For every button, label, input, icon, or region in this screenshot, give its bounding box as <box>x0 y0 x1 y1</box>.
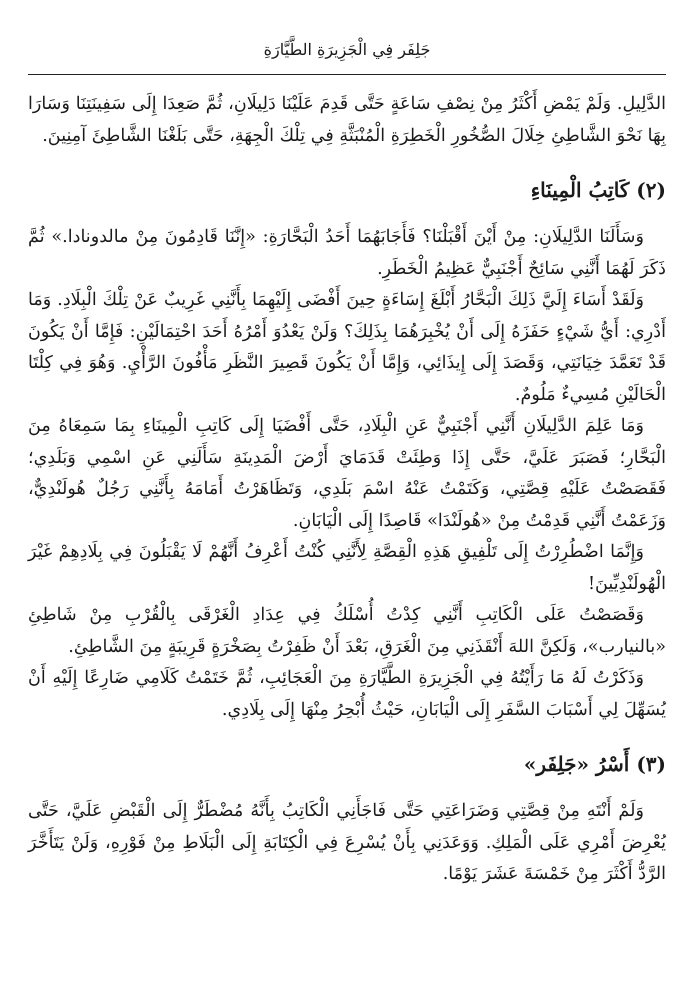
intro-paragraph: الدَّلِيلِ. وَلَمْ يَمْضِ أَكْثَرُ مِنْ نِصْفِ سَاعَةٍ حَتَّى قَدِمَ عَلَيْنَا دَلِيلَانِ، ثُمَّ صَعِدَا إِلَى سَفِينَتِنَا وَسَارَا بِهَا نَحْوَ الشَّاطِئِ خِلَالَ الصُّخُورِ الْخَطِرَةِ الْمُنْبَثَّةِ فِي تِلْكَ الْجِهَةِ، حَتَّى بَلَغْنَا الشَّاطِئَ آمِنِينَ. <box>28 94 666 146</box>
section-3-paragraph-1: وَلَمْ أَنْتَهِ مِنْ قِصَّتِي وَضَرَاعَتِي حَتَّى فَاجَأَنِي الْكَاتِبُ بِأَنَّهُ مُضْطَرٌّ إِلَى الْقَبْضِ عَلَيَّ، حَتَّى يُعْرِضَ أَمْرِي عَلَى الْمَلِكِ. وَوَعَدَنِي بِأَنْ يُسْرِعَ فِي الْكِتَابَةِ إِلَى الْبَلَاطِ مِنْ فَوْرِهِ، وَلَنْ يَتَأَخَّرَ الرَّدُّ أَكْثَرَ مِنْ خَمْسَةَ عَشَرَ يَوْمًا. <box>28 801 666 884</box>
section-2-paragraph-6: وَذَكَرْتُ لَهُ مَا رَأَيْتُهُ فِي الْجَزِيرَةِ الطَّيَّارَةِ مِنَ الْعَجَائِبِ، ثُمَّ خَتَمْتُ كَلَامِي ضَارِعًا إِلَيْهِ أَنْ يُسَهِّلَ لِي أَسْبَابَ السَّفَرِ إِلَى الْيَابَانِ، حَيْثُ أُبْحِرُ مِنْهَا إِلَى بِلَادِي. <box>28 668 666 720</box>
section-2-paragraph-3: وَمَا عَلِمَ الدَّلِيلَانِ أَنَّنِي أَجْنَبِيٌّ عَنِ الْبِلَادِ، حَتَّى أَفْضَيَا إِلَى كَاتِبِ الْمِينَاءِ بِمَا سَمِعَاهُ مِنَ الْبَحَّارِ؛ فَصَبَرَ عَلَيَّ، حَتَّى إِذَا وَطِئَتْ قَدَمَايَ أَرْضَ الْمَدِينَةِ سَأَلَنِي عَنِ اسْمِي وَبَلَدِي؛ فَقَصَصْتُ عَلَيْهِ قِصَّتِي، وَكَتَمْتُ عَنْهُ اسْمَ بَلَدِي، وَتَظَاهَرْتُ أَمَامَهُ بِأَنَّنِي رَجُلٌ هُولَنْدِيٌّ، وَزَعَمْتُ أَنَّنِي قَدِمْتُ مِنْ «هُولَنْدَا» قَاصِدًا إِلَى الْيَابَانِ. <box>28 416 666 531</box>
section-2-paragraph-5: وَقَصَصْتُ عَلَى الْكَاتِبِ أَنَّنِي كِدْتُ أُسْلَكُ فِي عِدَادِ الْغَرْقَى بِالْقُرْبِ مِنْ شَاطِئِ «بالنيارب»، وَلَكِنَّ اللهَ أَنْقَذَنِي مِنَ الْغَرَقِ، بَعْدَ أَنْ ظَفِرْتُ بِصَخْرَةٍ قَرِيبَةٍ مِنَ الشَّاطِئِ. <box>28 605 666 657</box>
running-header: جَلِفَر فِي الْجَزِيرَةِ الطَّيَّارَةِ <box>263 40 431 59</box>
header-rule <box>28 74 666 75</box>
section-2-heading: (٢) كَاتِبُ الْمِينَاءِ <box>530 178 666 202</box>
section-2-paragraph-1: وَسَأَلَنَا الدَّلِيلَانِ: مِنْ أَيْنَ أَقْبَلْنَا؟ فَأَجَابَهُمَا أَحَدُ الْبَحَّارَةِ: «إِنَّنَا قَادِمُونَ مِنْ مالدونادا.» ثُمَّ ذَكَرَ لَهُمَا أَنَّنِي سَائِحٌ أَجْنَبِيٌّ عَظِيمُ الْخَطَرِ. <box>28 227 666 279</box>
section-2-paragraph-2: وَلَقَدْ أَسَاءَ إِلَيَّ ذَلِكَ الْبَحَّارُ أَبْلَغَ إِسَاءَةٍ حِينَ أَفْضَى إِلَيْهِمَا بِأَنَّنِي غَرِيبٌ عَنْ تِلْكَ الْبِلَادِ. وَمَا أَدْرِي: أَيُّ شَيْءٍ حَفَزَهُ إِلَى أَنْ يُخْبِرَهُمَا بِذَلِكَ؟ وَلَنْ يَعْدُوَ أَمْرُهُ أَحَدَ احْتِمَالَيْنِ: فَإِمَّا أَنْ يَكُونَ قَدْ تَعَمَّدَ خِيَانَتِي، وَقَصَدَ إِلَى إِيذَائِي، وَإِمَّا أَنْ يَكُونَ قَصِيرَ النَّظَرِ مَأْفُونَ الرَّأْيِ. وَهُوَ فِي كِلْتَا الْحَالَيْنِ مُسِيءٌ مَلُومٌ. <box>28 290 666 405</box>
section-3-heading: (٣) أَسْرُ «جَلِفَر» <box>523 752 666 776</box>
section-2-paragraph-4: وَإِنَّمَا اضْطُرِرْتُ إِلَى تَلْفِيقِ هَذِهِ الْقِصَّةِ لِأَنَّنِي كُنْتُ أَعْرِفُ أَنَّهُمْ لَا يَقْبَلُونَ فِي بِلَادِهِمْ غَيْرَ الْهُولَنْدِيِّينَ! <box>28 542 666 594</box>
